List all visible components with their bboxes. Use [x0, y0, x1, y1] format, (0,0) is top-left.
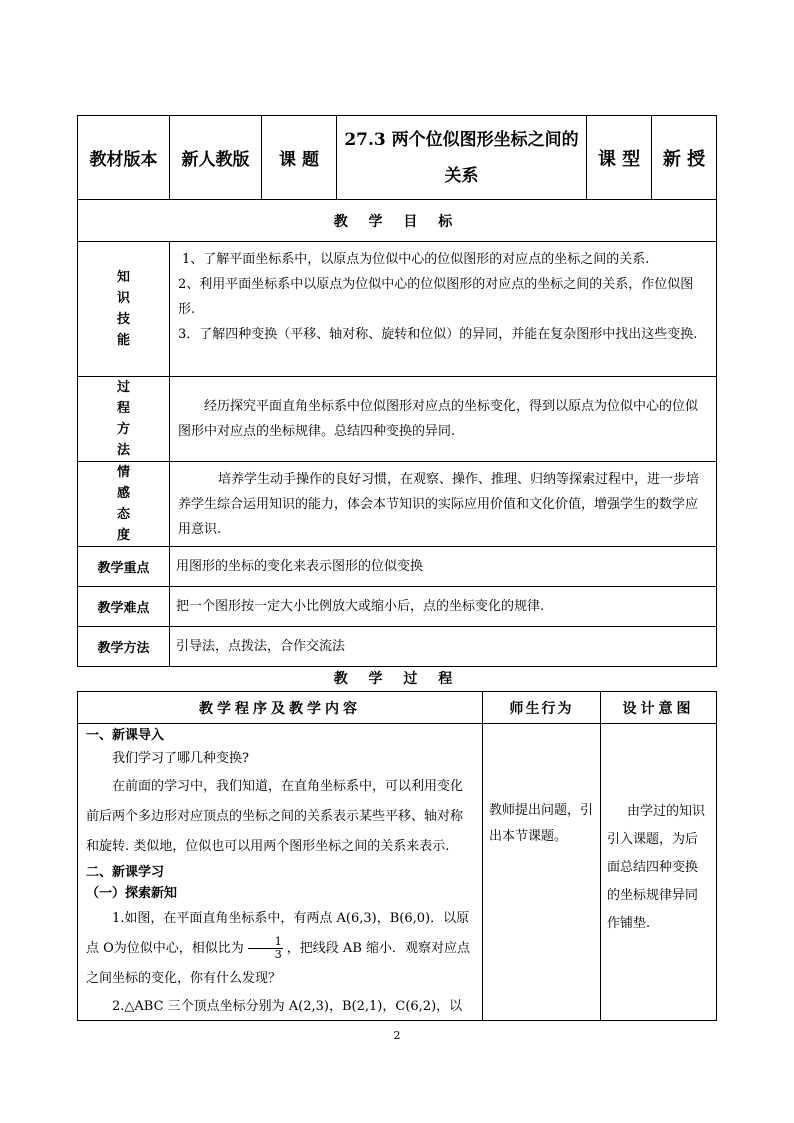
method-label: 教学方法: [78, 627, 170, 667]
topic-label: 课 题: [262, 116, 337, 200]
col-header-intent: 设计意图: [601, 692, 717, 724]
process-title: 教 学 过 程: [333, 671, 461, 687]
exercise-1: 1.如图，在平面直角坐标系中，有两点 A(6,3)，B(6,0)．以原点 O为位似中心，相似比为 $\frac{1}{3}$ ，把线段 AB 缩小．观察对应点之间坐标的变化，你有什么发现？: [86, 911, 471, 986]
topic-value: 27.3 两个位似图形坐标之间的关系: [337, 116, 587, 200]
emotion-content: 培养学生动手操作的良好习惯，在观察、操作、推理、归纳等探索过程中，进一步培养学生综合运用知识的能力，体会本节知识的实际应用价值和文化价值，增强学生的数学应用意识.: [170, 462, 717, 547]
process-label: 过 程 方 法: [78, 377, 170, 462]
teacher-action-text: 教师提出问题，引出本节课题。: [489, 803, 594, 844]
col-header-content: 教学程序及教学内容: [78, 692, 483, 724]
key-point-content: 用图形的坐标的变化来表示图形的位似变换: [170, 547, 717, 587]
section-new-title: 二、新课学习: [86, 865, 165, 880]
col-header-action: 师生行为: [483, 692, 601, 724]
design-intent-text: 由学过的知识引入课题，为后面总结四种变换的坐标规律异同作铺垫.: [607, 804, 706, 931]
type-label: 课 型: [587, 116, 652, 200]
edition-value: 新人教版: [170, 116, 262, 200]
knowledge-label: 知 识 技 能: [78, 242, 170, 377]
design-intent-cell: [601, 724, 717, 1021]
process-content: 经历探究平面直角坐标系中位似图形对应点的坐标变化，得到以原点为位似中心的位似图形中对应点的坐标规律。总结四种变换的异同.: [170, 377, 717, 462]
key-point-label: 教学重点: [78, 547, 170, 587]
objectives-title: 教 学 目 标: [78, 200, 717, 242]
process-table: [77, 691, 717, 1021]
edition-label: 教材版本: [78, 116, 170, 200]
type-value: 新 授: [652, 116, 717, 200]
section-intro-title: 一、新课导入: [86, 728, 165, 743]
difficulty-label: 教学难点: [78, 587, 170, 627]
fraction-one-third: $\frac{1}{3}$: [248, 936, 283, 961]
page-number: 2: [393, 1029, 401, 1042]
exercise-2: 2.△ABC 三个顶点坐标分别为 A(2,3)，B(2,1)，C(6,2)，以: [112, 999, 463, 1014]
emotion-label: 情 感 态 度: [78, 462, 170, 547]
difficulty-content: 把一个图形按一定大小比例放大或缩小后，点的坐标变化的规律.: [170, 587, 717, 627]
teacher-action-cell: [483, 724, 601, 1021]
subsection-explore-title: （一）探索新知: [86, 886, 178, 901]
knowledge-content: 1、了解平面坐标系中，以原点为位似中心的位似图形的对应点的坐标之间的关系. 2、利用平面坐标系中以原点为位似中心的位似图形的对应点的坐标之间的关系，作位似图形. 3．了解四种变换（平移、轴对称、旋转和位似）的异同，并能在复杂图形中找出这些变换.: [170, 242, 717, 377]
intro-paragraph: 在前面的学习中，我们知道，在直角坐标系中，可以利用变化前后两个多边形对应顶点的坐标之间的关系表示某些平移、轴对称和旋转. 类似地，位似也可以用两个图形坐标之间的关系来表示.: [86, 779, 464, 854]
process-content-cell: [78, 724, 483, 1021]
intro-question: 我们学习了哪几种变换?: [112, 751, 249, 766]
lesson-info-table: [77, 115, 717, 667]
method-content: 引导法，点拨法，合作交流法: [170, 627, 717, 667]
